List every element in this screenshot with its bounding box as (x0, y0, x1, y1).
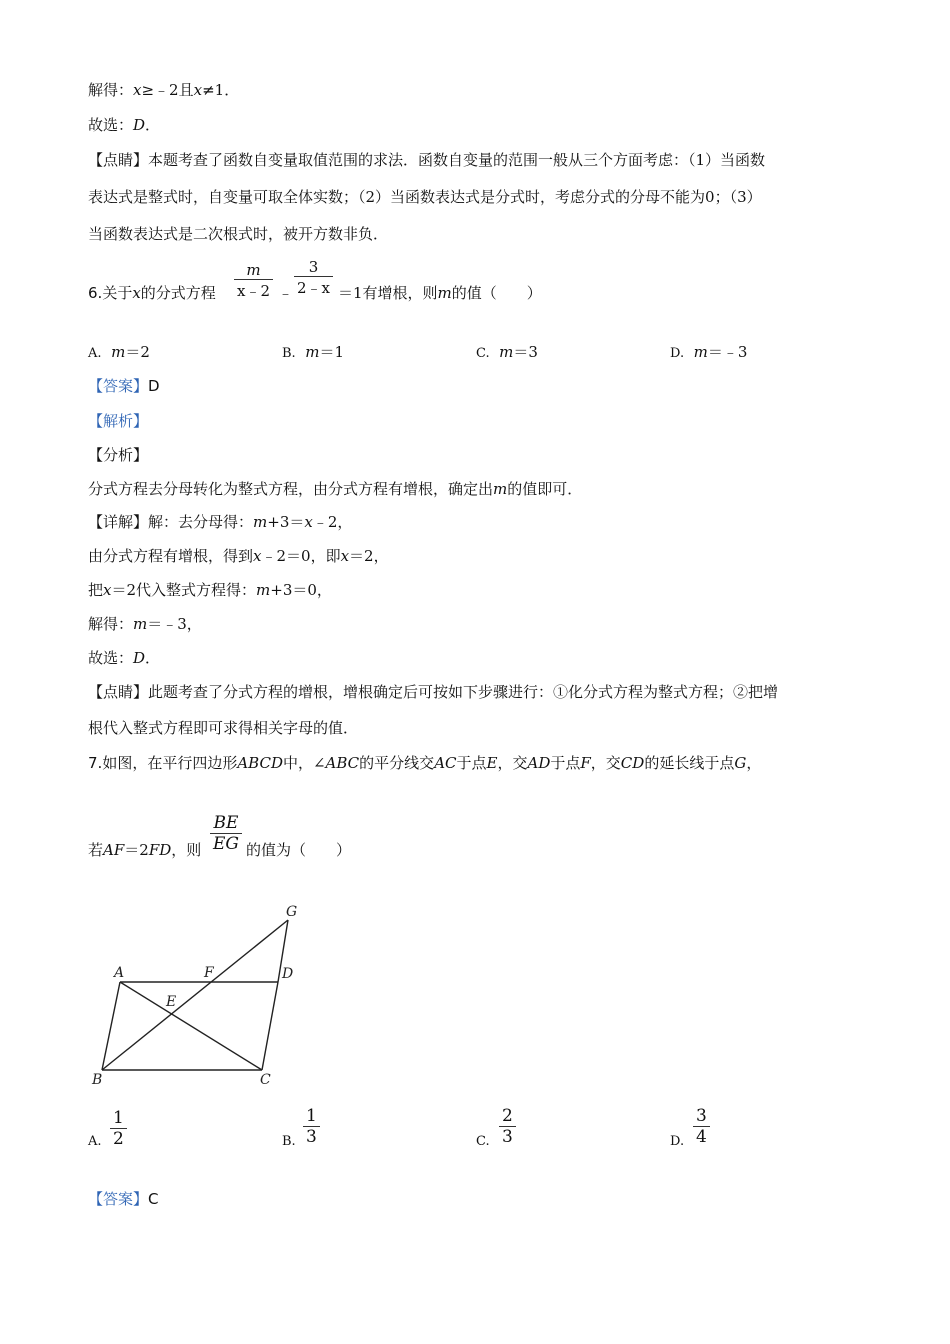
text: ＝2， (349, 547, 389, 565)
choice-letter: D (133, 649, 146, 667)
step-line (88, 546, 389, 566)
tip-line: 根代入整式方程即可求得相关字母的值． (88, 719, 359, 737)
text: 把 (88, 581, 104, 599)
numerator: BE (213, 813, 239, 833)
text: ， (746, 754, 762, 772)
text: 故选： (88, 649, 134, 667)
text: 分式方程去分母转化为整式方程，由分式方程有增根，确定出 (88, 480, 494, 498)
text: ，交 (497, 754, 528, 772)
tip-line: 表达式是整式时，自变量可取全体实数；（2）当函数表达式是分式时，考虑分式的分母不能为0；（3） (88, 188, 762, 206)
option-value: ＝﹣3 (707, 343, 748, 361)
numerator: 1 (306, 1106, 317, 1126)
choose-line (88, 648, 160, 668)
denominator: 2 (113, 1129, 124, 1149)
text: G (734, 754, 747, 772)
answer-value: D (148, 377, 160, 395)
option-d (670, 342, 747, 364)
tip-line: 当函数表达式是二次根式时，被开方数非负． (88, 225, 389, 243)
label-f: F (204, 965, 214, 981)
label-g: G (286, 904, 298, 920)
numerator: 3 (308, 258, 319, 276)
text: 解得： (88, 615, 134, 633)
option-c-letter: C. (476, 1134, 490, 1149)
text: ABCD (237, 754, 283, 772)
var-x: x (304, 513, 313, 531)
var-x: x (133, 81, 142, 99)
text: F (580, 754, 591, 772)
var-x: x (103, 581, 112, 599)
q7-fraction (210, 813, 242, 854)
denominator: x﹣2 (237, 282, 271, 300)
option-letter: C. (476, 346, 490, 361)
option-b-fraction (303, 1106, 320, 1147)
q7-condition (88, 840, 201, 860)
denominator: 3 (306, 1127, 317, 1147)
segment-ac (120, 982, 262, 1070)
var-m: m (493, 480, 508, 498)
var-x: x (253, 547, 262, 565)
question-number: 6. (88, 284, 103, 302)
option-b-letter: B. (282, 1134, 296, 1149)
parallelogram-diagram (88, 898, 318, 1090)
var-m: m (499, 343, 514, 361)
text: +3＝ (267, 513, 305, 531)
minus-sign: ﹣ (278, 284, 294, 302)
option-a (88, 342, 150, 364)
label-c: C (260, 1072, 271, 1088)
text: ，交 (590, 754, 621, 772)
step-line (88, 580, 332, 600)
denominator: 2﹣x (297, 279, 331, 297)
text: ，则 (171, 841, 202, 859)
var-m: m (111, 343, 126, 361)
text: 关于 (102, 284, 133, 302)
denominator: EG (213, 834, 239, 854)
text: 由分式方程有增根，得到 (88, 547, 254, 565)
var-m: m (305, 343, 320, 361)
option-a-fraction (110, 1108, 127, 1149)
var-m: m (133, 615, 148, 633)
option-b (282, 342, 344, 364)
answer-value: C (148, 1190, 159, 1208)
text: ． (145, 649, 161, 667)
text: ＝2 (124, 841, 149, 859)
text: 的平分线交 (359, 754, 435, 772)
text: ． (145, 116, 161, 134)
text: ﹣2， (312, 513, 353, 531)
var-x: x (193, 81, 203, 99)
text: 如图，在平行四边形 (102, 754, 238, 772)
text: 的分式方程 (140, 284, 216, 302)
question-number: 7. (88, 754, 103, 772)
numerator: 3 (696, 1106, 707, 1126)
var-x: x (340, 547, 350, 565)
var-m: m (437, 284, 452, 302)
text: ＝1有增根，则 (338, 284, 438, 302)
text: 的延长线于点 (644, 754, 735, 772)
text: CD (620, 754, 645, 772)
text: ≥﹣2且 (141, 81, 194, 99)
numerator: 2 (502, 1106, 513, 1126)
step-line (88, 614, 202, 634)
var-m: m (256, 581, 271, 599)
segment-dc (262, 982, 278, 1070)
var-x: x (132, 284, 141, 302)
text: ＝2代入整式方程得： (111, 581, 257, 599)
text: AD (527, 754, 551, 772)
choose-line (88, 115, 160, 135)
text: 的值（ ） (451, 284, 542, 302)
text: 于点 (456, 754, 487, 772)
q6-fraction-2 (294, 258, 333, 298)
solve-line (88, 80, 239, 100)
text: ＝﹣3， (147, 615, 202, 633)
analysis-label: 【分析】 (88, 446, 149, 464)
text: FD (148, 841, 172, 859)
answer-label: 【答案】 (88, 1190, 149, 1208)
q7-stem (88, 753, 761, 773)
option-value: ＝2 (125, 343, 150, 361)
label-d: D (282, 966, 294, 982)
denominator: 4 (696, 1127, 707, 1147)
text: AF (103, 841, 125, 859)
text: ABC (325, 754, 360, 772)
option-letter: B. (282, 346, 296, 361)
segment-bg (102, 920, 288, 1070)
tip-line: 【点睛】此题考查了分式方程的增根，增根确定后可按如下步骤进行：①化分式方程为整式方程；②把增 (88, 683, 779, 701)
text: E (486, 754, 498, 772)
text: 于点 (550, 754, 581, 772)
text: 中，∠ (282, 754, 326, 772)
option-d-letter: D. (670, 1134, 685, 1149)
text: 解得： (88, 81, 134, 99)
numerator: m (246, 261, 261, 279)
text: 的值即可． (507, 480, 583, 498)
text: 【详解】解：去分母得： (88, 513, 254, 531)
text: 故选： (88, 116, 134, 134)
choice-letter: D (133, 116, 146, 134)
text: ≠1． (202, 81, 240, 99)
q6-stem (88, 283, 216, 303)
denominator: 3 (502, 1127, 513, 1147)
q6-fraction-1 (234, 261, 273, 301)
text: ﹣2＝0，即 (261, 547, 341, 565)
text: +3＝0， (270, 581, 332, 599)
label-a: A (114, 965, 125, 981)
text: AC (434, 754, 457, 772)
jiexi-label: 【解析】 (88, 412, 149, 430)
detail-line (88, 512, 352, 532)
var-m: m (253, 513, 268, 531)
option-c (476, 342, 538, 364)
option-letter: A. (88, 346, 102, 361)
option-value: ＝1 (319, 343, 345, 361)
label-b: B (92, 1072, 103, 1088)
text: 若 (88, 841, 104, 859)
q6-stem-tail (338, 283, 542, 303)
option-d-fraction (693, 1106, 710, 1147)
answer-line (88, 376, 160, 396)
option-letter: D. (670, 346, 685, 361)
tip-line: 【点睛】本题考查了函数自变量取值范围的求法．函数自变量的范围一般从三个方面考虑：（1）当函数 (88, 151, 766, 169)
answer-label: 【答案】 (88, 377, 149, 395)
analysis-text (88, 479, 582, 499)
option-value: ＝3 (513, 343, 538, 361)
label-e: E (166, 994, 177, 1010)
numerator: 1 (113, 1108, 124, 1128)
option-c-fraction (499, 1106, 516, 1147)
answer-line (88, 1189, 159, 1209)
q7-condition-tail: 的值为（ ） (246, 841, 352, 859)
var-m: m (693, 343, 708, 361)
option-a-letter: A. (88, 1134, 102, 1149)
